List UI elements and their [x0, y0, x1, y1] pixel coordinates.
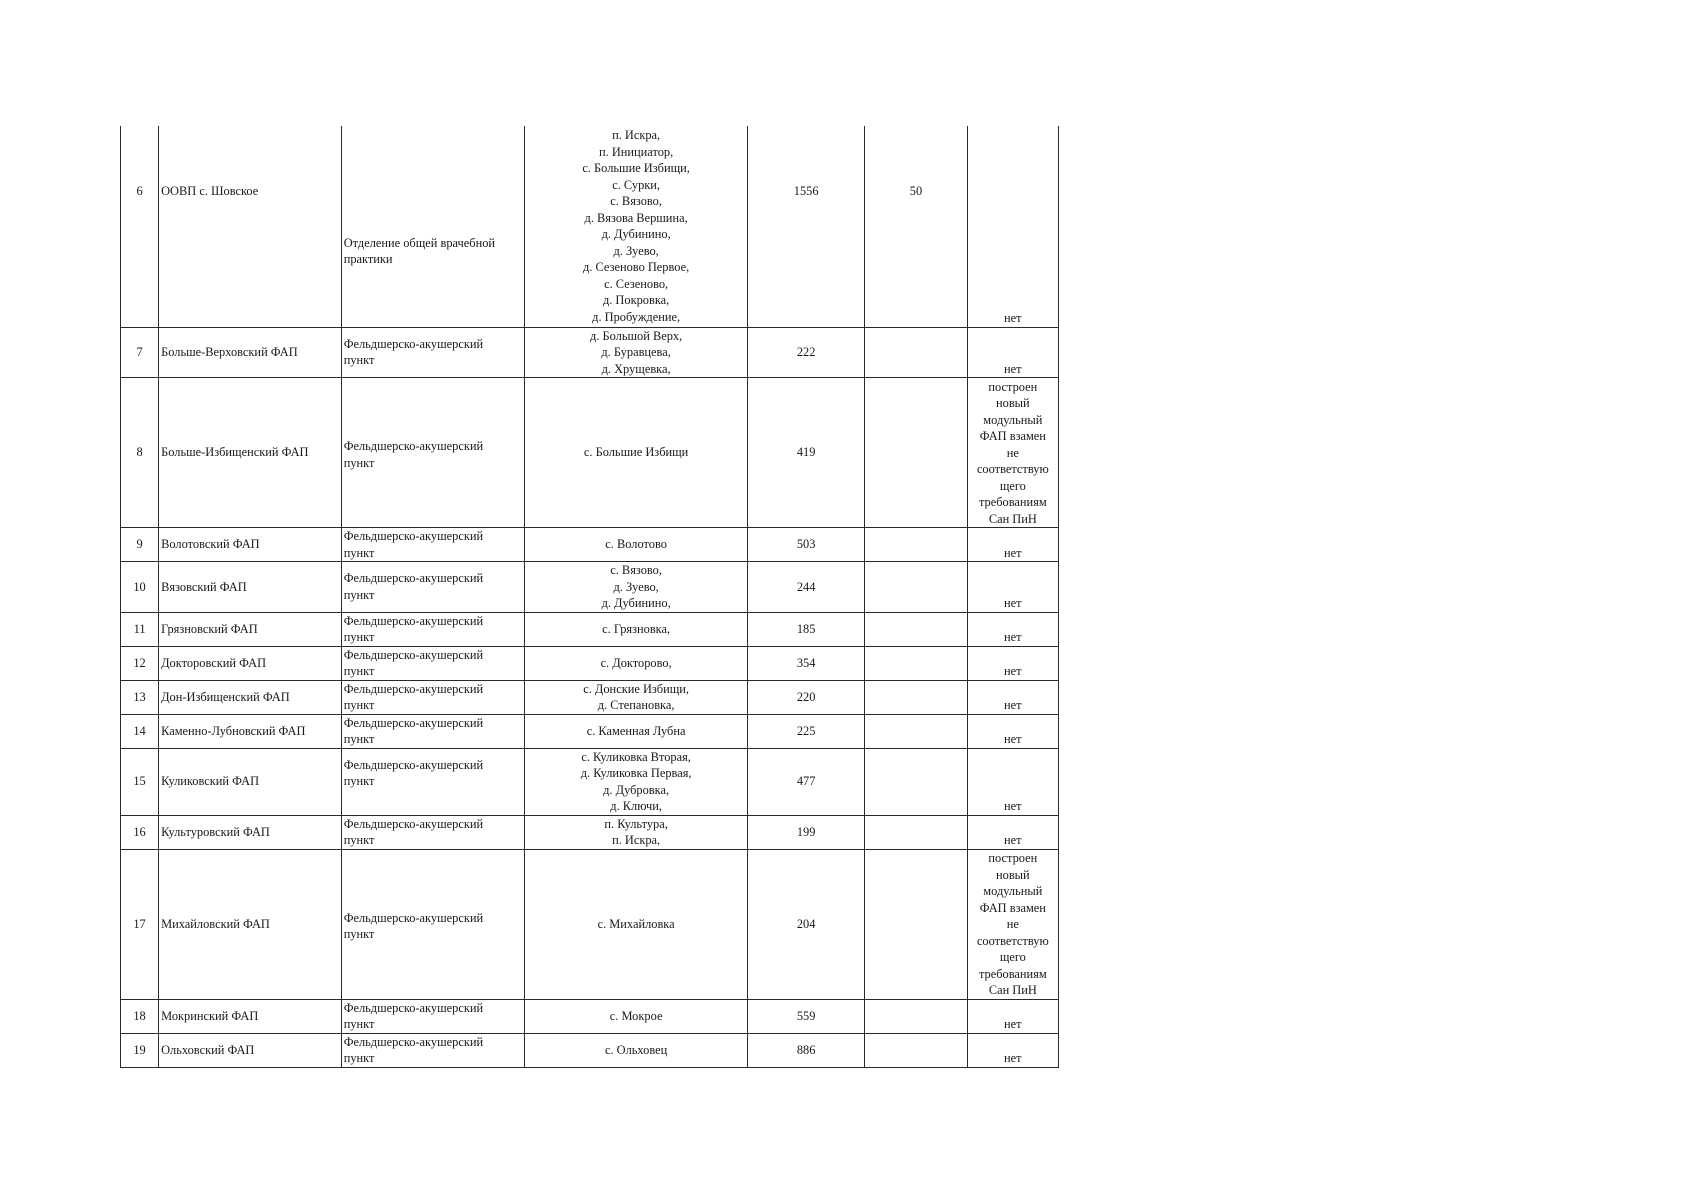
settlements: [525, 680, 748, 714]
facility-name: Мокринский ФАП: [159, 999, 342, 1033]
note-line: нет: [1004, 799, 1022, 813]
table-row: [121, 748, 1059, 815]
row-number: 7: [121, 327, 159, 378]
note: [967, 680, 1058, 714]
facility-type: [341, 748, 525, 815]
note-line: Сан ПиН: [988, 511, 1037, 526]
note-line: нет: [1004, 596, 1022, 610]
table-row: [121, 999, 1059, 1033]
settlement: с. Сезеново,: [604, 276, 669, 291]
settlements: [525, 714, 748, 748]
note-line: нет: [1004, 664, 1022, 678]
note-line: щего: [999, 950, 1026, 964]
settlement: д. Сезеново Первое,: [583, 260, 690, 275]
population: 244: [747, 562, 864, 613]
population: 199: [747, 815, 864, 849]
note-line: модульный: [983, 412, 1043, 427]
facility-type: [341, 378, 525, 528]
population: 477: [747, 748, 864, 815]
facility-type: [341, 612, 525, 646]
settlement: д. Буравцева,: [601, 345, 671, 359]
table-row: [121, 562, 1059, 613]
facility-type-line: Фельдшерско-акушерский: [343, 613, 484, 628]
extra-value: [865, 999, 967, 1033]
extra-value: [865, 815, 967, 849]
facility-name: ООВП с. Шовское: [159, 126, 342, 327]
note-line: нет: [1004, 1017, 1022, 1031]
settlements: [525, 126, 748, 327]
extra-value: [865, 680, 967, 714]
population: 503: [747, 528, 864, 562]
facility-type-line: Фельдшерско-акушерский: [343, 439, 484, 453]
row-number: 13: [121, 680, 159, 714]
facility-name: Дон-Избищенский ФАП: [159, 680, 342, 714]
facility-name: Больше-Избищенский ФАП: [159, 378, 342, 528]
settlement: д. Вязова Вершина,: [584, 210, 688, 225]
facility-type-line: Фельдшерско-акушерский: [343, 1000, 484, 1015]
settlement: с. Каменная Лубна: [586, 723, 686, 738]
settlement: д. Хрущевка,: [601, 361, 671, 376]
note-line: не: [1006, 917, 1019, 931]
note-line: требованиям: [978, 966, 1047, 981]
note-line: Сан ПиН: [988, 983, 1037, 997]
settlements: [525, 646, 748, 680]
note-line: требованиям: [978, 495, 1047, 509]
facility-type-line: пункт: [343, 664, 375, 678]
row-number: 11: [121, 612, 159, 646]
row-number: 6: [121, 126, 159, 327]
settlements: [525, 528, 748, 562]
settlement: д. Пробуждение,: [592, 309, 681, 324]
facilities-table: [120, 126, 1059, 1068]
note-line: нет: [1004, 545, 1022, 560]
settlement: с. Волотово: [605, 537, 667, 552]
settlement: с. Докторово,: [600, 655, 672, 670]
note-line: ФАП взамен: [979, 429, 1046, 443]
settlement: с. Михайловка: [597, 916, 675, 931]
extra-value: 50: [865, 126, 967, 327]
note: [967, 327, 1058, 378]
table-row: [121, 849, 1059, 999]
table-row: [121, 680, 1059, 714]
settlement: д. Зуево,: [613, 243, 659, 258]
facility-type: [341, 1033, 525, 1067]
facility-type-line: пункт: [343, 833, 375, 847]
note: [967, 714, 1058, 748]
settlements: [525, 999, 748, 1033]
facility-type-line: пункт: [343, 732, 375, 746]
extra-value: [865, 714, 967, 748]
facility-type-line: Фельдшерско-акушерский: [343, 681, 484, 696]
extra-value: [865, 562, 967, 613]
row-number: 10: [121, 562, 159, 613]
facility-type-line: пункт: [343, 1017, 375, 1031]
extra-value: [865, 849, 967, 999]
table-body: [121, 126, 1059, 1067]
table-row: [121, 815, 1059, 849]
table-row: [121, 612, 1059, 646]
facility-type: [341, 126, 525, 327]
settlement: п. Культура,: [604, 816, 668, 831]
note-line: построен: [988, 851, 1038, 865]
note-line: нет: [1004, 361, 1022, 376]
settlement: с. Вязово,: [610, 563, 662, 577]
settlement: п. Искра,: [612, 128, 661, 143]
note-line: нет: [1004, 311, 1022, 325]
settlements: [525, 327, 748, 378]
note-line: щего: [999, 478, 1026, 493]
facility-name: Больше-Верховский ФАП: [159, 327, 342, 378]
extra-value: [865, 748, 967, 815]
population: 225: [747, 714, 864, 748]
note: [967, 849, 1058, 999]
facility-name: Ольховский ФАП: [159, 1033, 342, 1067]
settlement: с. Сурки,: [612, 177, 661, 192]
note-line: не: [1006, 445, 1019, 460]
settlements: [525, 562, 748, 613]
settlements: [525, 815, 748, 849]
facility-type: [341, 815, 525, 849]
facility-name: Михайловский ФАП: [159, 849, 342, 999]
settlement: с. Большие Избищи,: [582, 161, 690, 176]
row-number: 15: [121, 748, 159, 815]
extra-value: [865, 378, 967, 528]
table-row: [121, 378, 1059, 528]
note: [967, 378, 1058, 528]
facility-type-line: пункт: [343, 698, 375, 712]
facility-type-line: Фельдшерско-акушерский: [343, 757, 484, 772]
settlements: [525, 849, 748, 999]
table-row: [121, 714, 1059, 748]
settlements: [525, 612, 748, 646]
row-number: 18: [121, 999, 159, 1033]
settlement: п. Инициатор,: [599, 144, 674, 159]
note-line: построен: [988, 379, 1038, 394]
settlement: д. Дубинино,: [601, 227, 671, 242]
row-number: 16: [121, 815, 159, 849]
settlement: д. Дубровка,: [603, 782, 670, 797]
facility-type-line: Фельдшерско-акушерский: [343, 647, 484, 662]
population: 354: [747, 646, 864, 680]
table-row: [121, 327, 1059, 378]
extra-value: [865, 327, 967, 378]
extra-value: [865, 612, 967, 646]
note-line: соответствую: [976, 462, 1049, 476]
note: [967, 646, 1058, 680]
facility-type-line: Фельдшерско-акушерский: [343, 816, 484, 831]
row-number: 8: [121, 378, 159, 528]
settlement: д. Зуево,: [613, 579, 659, 594]
facility-type: [341, 646, 525, 680]
facility-name: Волотовский ФАП: [159, 528, 342, 562]
table-row: [121, 1033, 1059, 1067]
note: [967, 815, 1058, 849]
note: [967, 612, 1058, 646]
facility-name: Докторовский ФАП: [159, 646, 342, 680]
facility-name: Куликовский ФАП: [159, 748, 342, 815]
facility-type-line: Отделение общей врачебной: [343, 235, 496, 250]
facility-type: [341, 999, 525, 1033]
facility-name: Каменно-Лубновский ФАП: [159, 714, 342, 748]
settlement: п. Искра,: [612, 833, 661, 847]
row-number: 14: [121, 714, 159, 748]
settlement: д. Большой Верх,: [590, 328, 683, 343]
settlement: д. Степановка,: [597, 698, 675, 712]
facility-type-line: пункт: [343, 1051, 375, 1065]
population: 886: [747, 1033, 864, 1067]
extra-value: [865, 1033, 967, 1067]
row-number: 12: [121, 646, 159, 680]
extra-value: [865, 646, 967, 680]
settlement: с. Ольховец: [604, 1042, 668, 1057]
facility-name: Грязновский ФАП: [159, 612, 342, 646]
note-line: новый: [996, 396, 1030, 410]
note-line: модульный: [983, 884, 1043, 898]
settlements: [525, 748, 748, 815]
facility-type-line: Фельдшерско-акушерский: [343, 1034, 484, 1049]
row-number: 17: [121, 849, 159, 999]
settlement: д. Ключи,: [610, 799, 662, 813]
facility-type-line: Фельдшерско-акушерский: [343, 529, 484, 543]
facility-name: Культуровский ФАП: [159, 815, 342, 849]
note: [967, 1033, 1058, 1067]
population: 1556: [747, 126, 864, 327]
settlement: д. Покровка,: [602, 293, 670, 308]
population: 419: [747, 378, 864, 528]
facility-type-line: пункт: [343, 353, 375, 367]
settlements: [525, 1033, 748, 1067]
note-line: новый: [996, 867, 1030, 882]
row-number: 9: [121, 528, 159, 562]
facility-type-line: Фельдшерско-акушерский: [343, 336, 484, 351]
facility-type: [341, 562, 525, 613]
facility-type-line: пункт: [343, 587, 375, 602]
population: 220: [747, 680, 864, 714]
note: [967, 126, 1058, 327]
facility-type: [341, 849, 525, 999]
facility-type-line: пункт: [343, 455, 375, 470]
facility-name: Вязовский ФАП: [159, 562, 342, 613]
facility-type: [341, 327, 525, 378]
population: 222: [747, 327, 864, 378]
settlement: с. Грязновка,: [602, 621, 671, 636]
table-row: [121, 126, 1059, 327]
note-line: нет: [1004, 698, 1022, 712]
settlement: с. Мокрое: [609, 1008, 663, 1023]
settlement: с. Куликовка Вторая,: [581, 749, 691, 764]
facility-type-line: Фельдшерско-акушерский: [343, 910, 484, 925]
note: [967, 748, 1058, 815]
settlement: д. Дубинино,: [601, 596, 671, 610]
note: [967, 528, 1058, 562]
facility-type-line: пункт: [343, 630, 375, 644]
facility-type-line: пункт: [343, 774, 375, 788]
population: 185: [747, 612, 864, 646]
facility-type-line: Фельдшерско-акушерский: [343, 571, 484, 585]
population: 559: [747, 999, 864, 1033]
facility-type-line: пункт: [343, 545, 375, 560]
facility-type: [341, 714, 525, 748]
settlements: [525, 378, 748, 528]
note: [967, 999, 1058, 1033]
settlement: с. Донские Избищи,: [583, 681, 689, 696]
settlement: д. Куликовка Первая,: [580, 766, 692, 780]
note-line: соответствую: [976, 933, 1049, 948]
note-line: нет: [1004, 732, 1022, 746]
settlement: с. Большие Избищи: [583, 445, 689, 460]
facility-type-line: Фельдшерско-акушерский: [343, 715, 484, 730]
facility-type-line: практики: [343, 252, 393, 267]
facility-type: [341, 528, 525, 562]
note-line: нет: [1004, 833, 1022, 847]
note-line: нет: [1004, 630, 1022, 644]
table-row: [121, 528, 1059, 562]
extra-value: [865, 528, 967, 562]
row-number: 19: [121, 1033, 159, 1067]
note: [967, 562, 1058, 613]
note-line: ФАП взамен: [979, 900, 1046, 915]
table-row: [121, 646, 1059, 680]
facility-type-line: пункт: [343, 927, 375, 941]
population: 204: [747, 849, 864, 999]
facility-type: [341, 680, 525, 714]
settlement: с. Вязово,: [610, 194, 662, 209]
note-line: нет: [1004, 1051, 1022, 1065]
